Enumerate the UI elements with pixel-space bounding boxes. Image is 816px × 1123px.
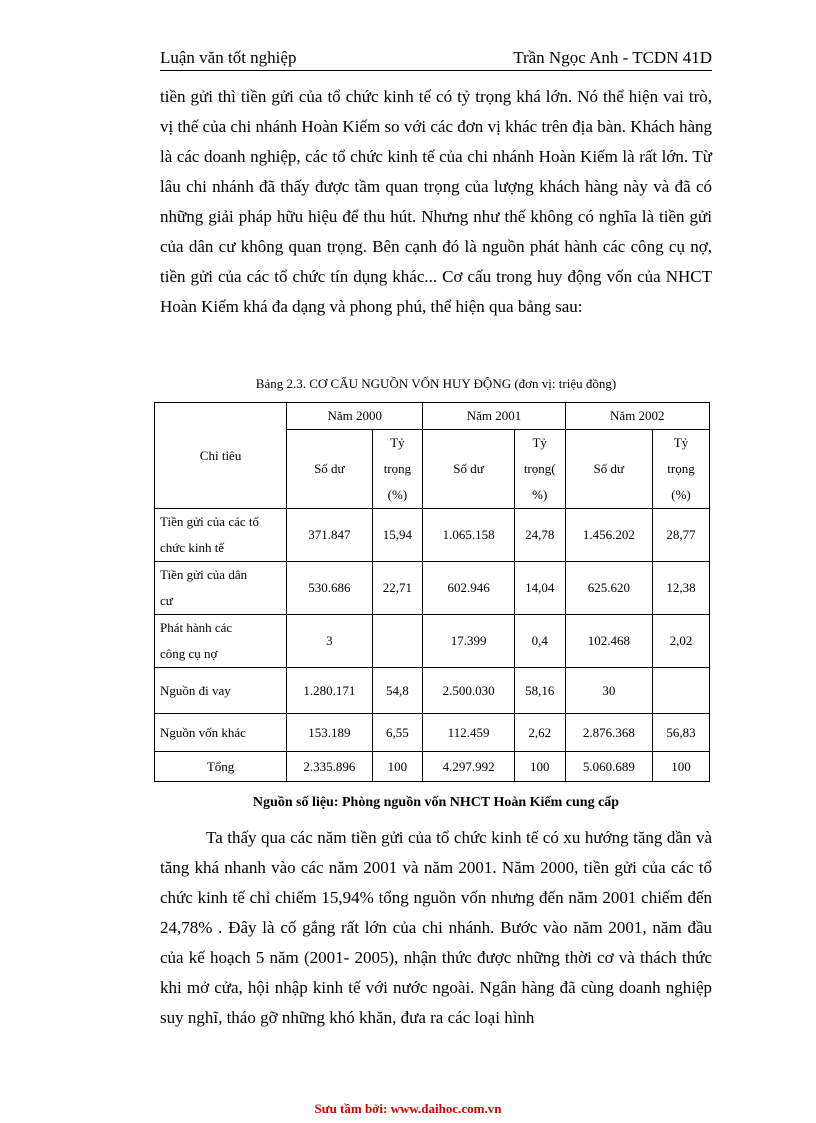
footer-link[interactable]: www.daihoc.com.vn <box>390 1101 502 1116</box>
header-balance-2000: Số dư <box>287 430 372 509</box>
table-cell: 0,4 <box>514 615 565 668</box>
header-share-2000-line2: trọng <box>383 461 412 476</box>
header-share-2001-line2: trọng( <box>523 461 556 476</box>
row-label-borrowings: Nguồn đi vay <box>155 668 287 714</box>
table-row <box>155 714 710 752</box>
row-label-line: chức kinh tế <box>160 540 225 555</box>
capital-structure-table <box>154 402 710 782</box>
table-cell: 4.297.992 <box>423 752 514 782</box>
row-label-total: Tổng <box>155 752 287 782</box>
table-cell: 6,55 <box>372 714 423 752</box>
table-cell: 22,71 <box>372 562 423 615</box>
table-cell: 2,02 <box>653 615 710 668</box>
header-share-2002-line1: Tỷ <box>673 435 689 450</box>
row-label-line: công cụ nợ <box>160 646 218 661</box>
body-paragraph-1: tiền gửi thì tiền gửi của tổ chức kinh tế có tỷ trọng khá lớn. Nó thể hiện vai trò, vị thế của chi nhánh Hoàn Kiếm so với các đơn vị khác trên địa bàn. Khách hàng là các doanh nghiệp, các tổ chức kinh tế của chi nhánh Hoàn Kiếm là rất lớn. Từ lâu chi nhánh đã thấy được tầm quan trọng của lượng khách hàng này và đã có những giải pháp hữu hiệu để thu hút. Nhưng như thế không có nghĩa là tiền gửi của dân cư không quan trọng. Bên cạnh đó là nguồn phát hành các công cụ nợ, tiền gửi của các tổ chức tín dụng khác... Cơ cấu trong huy động vốn của NHCT Hoàn Kiếm khá đa dạng và phong phú, thể hiện qua bảng sau: <box>160 87 712 316</box>
footer-label: Sưu tầm bởi: <box>314 1101 388 1116</box>
body-paragraph-2: Ta thấy qua các năm tiền gửi của tổ chức kinh tế có xu hướng tăng dần và tăng khá nhanh vào các năm 2001 và năm 2001. Năm 2000, tiền gửi của các tổ chức kinh tế chỉ chiếm 15,94% tổng nguồn vốn nhưng đến năm 2001 chiếm đến 24,78% . Đây là cố gắng rất lớn của chi nhánh. Bước vào năm 2001, năm đầu của kế hoạch 5 năm (2001- 2005), nhận thức được những thời cơ và thách thức khi mở cửa, hội nhập kinh tế với nước ngoài. Ngân hàng đã cùng doanh nghiệp suy nghĩ, tháo gỡ những khó khăn, đưa ra các loại hình <box>160 828 712 1027</box>
row-label-org-deposits <box>155 509 287 562</box>
page-footer <box>0 1101 816 1117</box>
header-balance-2001: Số dư <box>423 430 514 509</box>
table-cell: 54,8 <box>372 668 423 714</box>
header-share-2000 <box>372 430 423 509</box>
row-label-line: Tiền gửi của các tổ <box>160 514 259 529</box>
header-balance-2002: Số dư <box>565 430 652 509</box>
header-share-2001 <box>514 430 565 509</box>
table-cell: 530.686 <box>287 562 372 615</box>
table-header-row-years <box>155 403 710 430</box>
table-total-row <box>155 752 710 782</box>
table-cell: 1.280.171 <box>287 668 372 714</box>
header-year-2001: Năm 2001 <box>423 403 565 430</box>
table-cell: 100 <box>514 752 565 782</box>
table-cell: 58,16 <box>514 668 565 714</box>
table-cell: 100 <box>372 752 423 782</box>
table-row <box>155 615 710 668</box>
header-indicator: Chỉ tiêu <box>155 403 287 509</box>
table-cell <box>653 668 710 714</box>
table-row <box>155 668 710 714</box>
table-cell: 15,94 <box>372 509 423 562</box>
header-share-2002-line2: trọng <box>667 461 695 476</box>
table-cell: 12,38 <box>653 562 710 615</box>
table-cell: 625.620 <box>565 562 652 615</box>
table-cell: 2,62 <box>514 714 565 752</box>
table-source-note: Nguồn số liệu: Phòng nguồn vốn NHCT Hoàn Kiếm cung cấp <box>252 795 620 810</box>
table-cell: 102.468 <box>565 615 652 668</box>
table-caption: Bảng 2.3. CƠ CẤU NGUỒN VỐN HUY ĐỘNG (đơn vị: triệu đồng) <box>255 376 617 391</box>
table-cell: 17.399 <box>423 615 514 668</box>
row-label-other-sources: Nguồn vốn khác <box>155 714 287 752</box>
header-thesis-title: Luận văn tốt nghiệp <box>160 48 297 67</box>
row-label-debt-instruments <box>155 615 287 668</box>
table-cell: 24,78 <box>514 509 565 562</box>
table-cell: 153.189 <box>287 714 372 752</box>
header-year-2000: Năm 2000 <box>287 403 423 430</box>
header-share-2000-line1: Tỷ <box>390 435 405 450</box>
table-cell: 1.456.202 <box>565 509 652 562</box>
page-header <box>160 48 712 71</box>
row-label-line: Tiền gửi của dân <box>160 567 248 582</box>
table-row <box>155 562 710 615</box>
table-cell: 3 <box>287 615 372 668</box>
table-cell: 2.500.030 <box>423 668 514 714</box>
table-cell: 14,04 <box>514 562 565 615</box>
header-share-2000-line3: (%) <box>387 487 408 502</box>
table-cell: 1.065.158 <box>423 509 514 562</box>
table-cell <box>372 615 423 668</box>
header-share-2002-line3: (%) <box>671 487 691 502</box>
header-share-2002 <box>653 430 710 509</box>
header-share-2001-line3: %) <box>532 487 548 502</box>
row-label-line: Phát hành các <box>160 620 233 635</box>
table-cell: 56,83 <box>653 714 710 752</box>
table-cell: 28,77 <box>653 509 710 562</box>
table-cell: 2.876.368 <box>565 714 652 752</box>
header-author: Trần Ngọc Anh - TCDN 41D <box>513 48 712 67</box>
table-cell: 100 <box>653 752 710 782</box>
table-cell: 5.060.689 <box>565 752 652 782</box>
table-row <box>155 509 710 562</box>
header-share-2001-line1: Tỷ <box>532 435 547 450</box>
table-cell: 2.335.896 <box>287 752 372 782</box>
header-year-2002: Năm 2002 <box>565 403 709 430</box>
row-label-resident-deposits <box>155 562 287 615</box>
table-cell: 112.459 <box>423 714 514 752</box>
table-cell: 602.946 <box>423 562 514 615</box>
table-cell: 30 <box>565 668 652 714</box>
row-label-line: cư <box>160 593 173 608</box>
table-cell: 371.847 <box>287 509 372 562</box>
